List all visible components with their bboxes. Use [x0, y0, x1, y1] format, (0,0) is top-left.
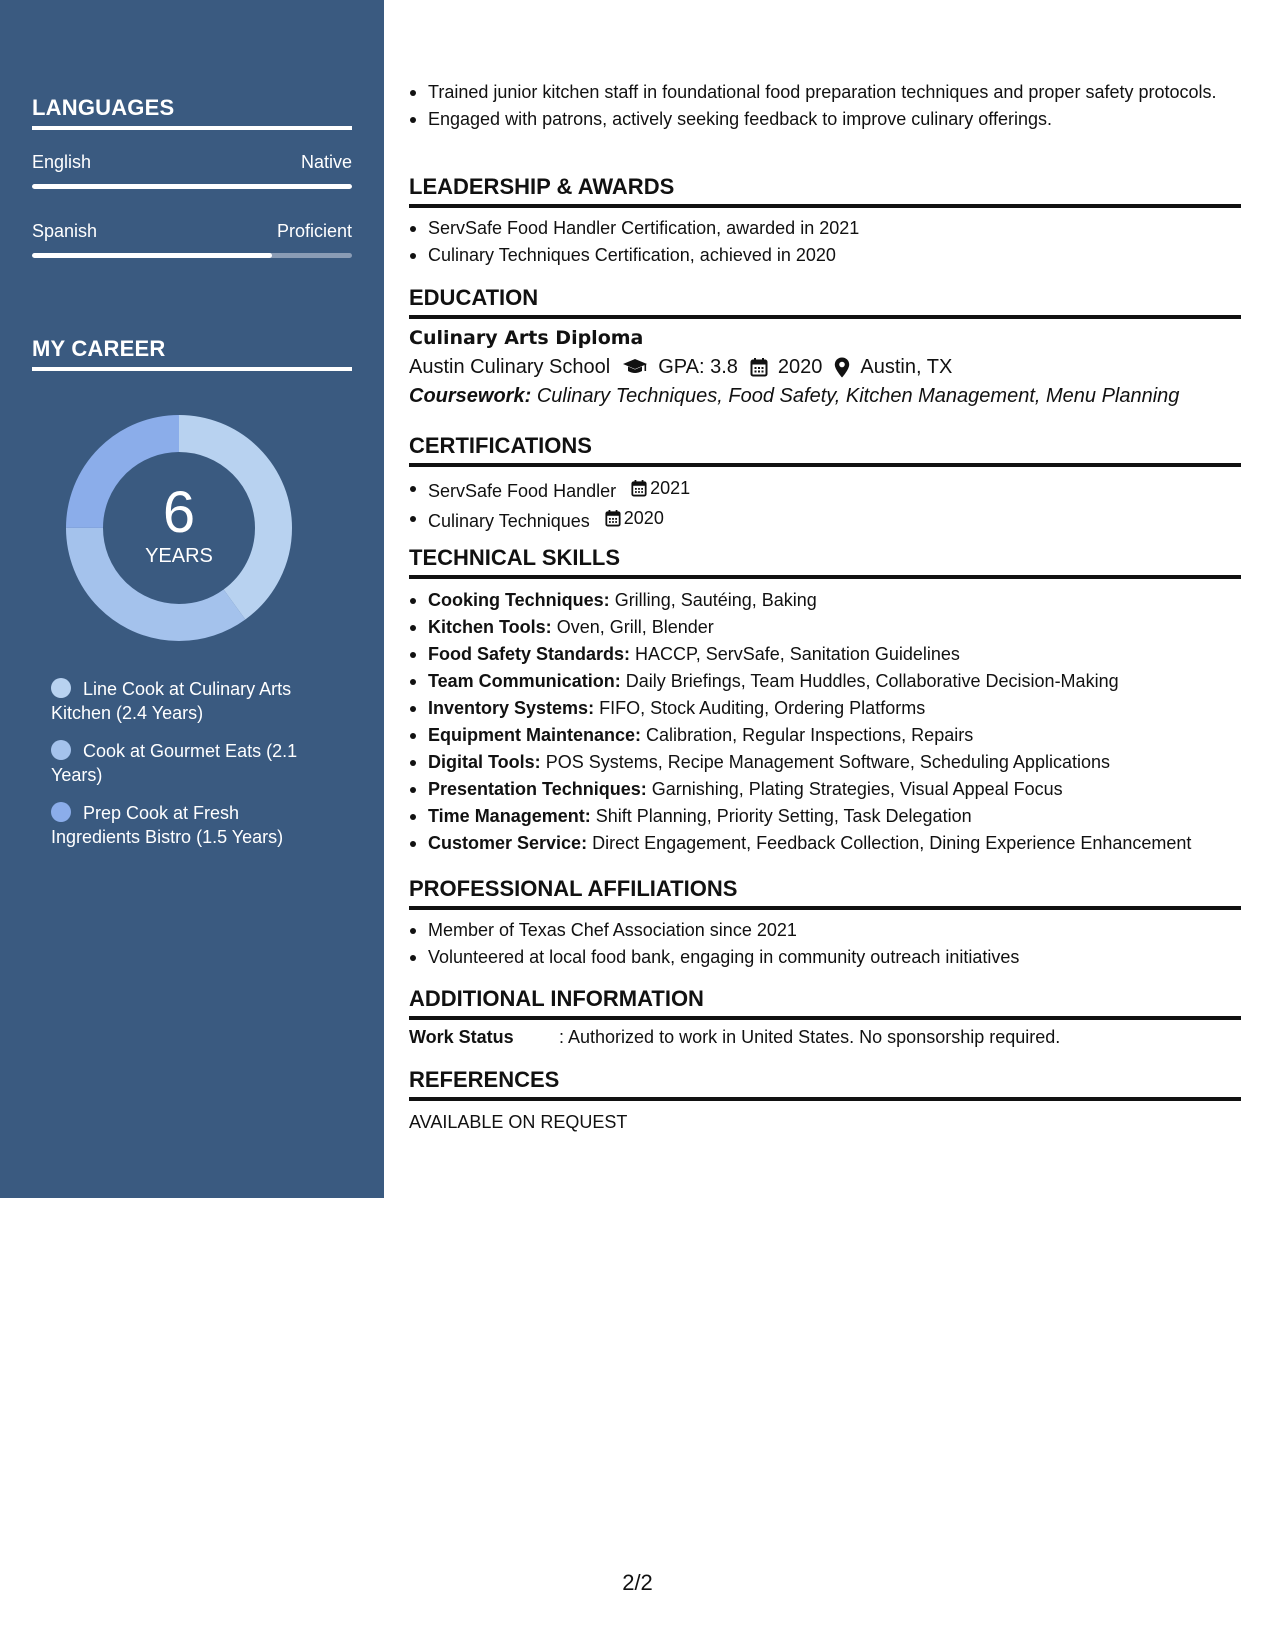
language-spanish-bar [32, 253, 352, 258]
career-legend-text: Cook at Gourmet Eats (2.1 Years) [51, 741, 298, 785]
graduation-year: 2020 [777, 356, 823, 378]
skill-label: Kitchen Tools: [428, 617, 552, 637]
work-status-label: Work Status [409, 1027, 514, 1047]
cert-year: 2020 [623, 508, 664, 528]
language-english-fill [32, 184, 352, 189]
cert-date [605, 506, 664, 530]
additional-info-heading: ADDITIONAL INFORMATION [409, 986, 1241, 1020]
coursework [409, 381, 1241, 411]
career-legend-item [51, 739, 321, 787]
skill-value: Direct Engagement, Feedback Collection, Dining Experience Enhancement [592, 833, 1192, 853]
location-pin-icon [834, 357, 850, 378]
references-text: AVAILABLE ON REQUEST [409, 1112, 628, 1132]
education-heading: EDUCATION [409, 285, 1241, 319]
language-spanish [32, 221, 352, 242]
career-legend-text: Prep Cook at Fresh Ingredients Bistro (1.5 Years) [51, 803, 284, 847]
gpa: GPA: 3.8 [658, 356, 738, 378]
skill-item [409, 642, 1241, 666]
graduation-cap-icon [622, 358, 648, 376]
skill-item [409, 696, 1241, 720]
skills-heading: TECHNICAL SKILLS [409, 545, 1241, 579]
list-item: ServSafe Food Handler Certification, awarded in 2021 [409, 216, 1241, 240]
legend-dot [51, 678, 71, 698]
degree-title: Culinary Arts Diploma [409, 327, 644, 349]
skill-value: Garnishing, Plating Strategies, Visual Appeal Focus [651, 779, 1063, 799]
references-heading: REFERENCES [409, 1067, 1241, 1101]
list-item: Culinary Techniques Certification, achieved in 2020 [409, 243, 1241, 267]
skills-list [409, 588, 1241, 858]
skill-item [409, 831, 1241, 855]
career-heading: MY CAREER [32, 336, 352, 371]
skill-label: Customer Service: [428, 833, 588, 853]
education-details [409, 353, 1241, 381]
certifications-list [409, 476, 1241, 536]
experience-bullets [409, 80, 1241, 134]
language-name: Spanish [32, 221, 98, 241]
calendar-icon [631, 479, 647, 497]
list-item: Member of Texas Chef Association since 2021 [409, 918, 1241, 942]
skill-value: Shift Planning, Priority Setting, Task Delegation [595, 806, 972, 826]
skill-item [409, 750, 1241, 774]
skill-label: Food Safety Standards: [428, 644, 631, 664]
school-location: Austin, TX [860, 356, 953, 378]
language-level: Native [300, 152, 352, 172]
career-legend-text: Line Cook at Culinary Arts Kitchen (2.4 Years) [51, 679, 292, 723]
legend-dot [51, 802, 71, 822]
list-item: Trained junior kitchen staff in foundational food preparation techniques and proper safety protocols. [409, 80, 1241, 104]
donut-center [66, 415, 292, 641]
coursework-label: Coursework: [409, 385, 532, 407]
career-years-label: YEARS [145, 544, 213, 567]
career-donut-chart [66, 415, 292, 641]
cert-year: 2021 [650, 478, 691, 498]
skill-item [409, 615, 1241, 639]
cert-name: ServSafe Food Handler [428, 481, 617, 501]
skill-label: Equipment Maintenance: [428, 725, 642, 745]
skill-value: Daily Briefings, Team Huddles, Collaborative Decision-Making [625, 671, 1119, 691]
skill-value: Calibration, Regular Inspections, Repairs [646, 725, 974, 745]
certifications-heading: CERTIFICATIONS [409, 433, 1241, 467]
skill-value: POS Systems, Recipe Management Software, Scheduling Applications [545, 752, 1110, 772]
career-legend-item [51, 801, 321, 849]
education-entry [409, 327, 1241, 411]
skill-item [409, 804, 1241, 828]
language-spanish-fill [32, 253, 272, 258]
list-item: Volunteered at local food bank, engaging in community outreach initiatives [409, 945, 1241, 969]
career-total-years: 6 [162, 479, 196, 545]
skill-value: Grilling, Sautéing, Baking [614, 590, 817, 610]
skill-label: Cooking Techniques: [428, 590, 610, 610]
language-level: Proficient [276, 221, 352, 241]
affiliations-list [409, 918, 1241, 972]
work-status-value: : Authorized to work in United States. No sponsorship required. [559, 1027, 1061, 1047]
calendar-icon [750, 357, 768, 377]
skill-value: HACCP, ServSafe, Sanitation Guidelines [635, 644, 960, 664]
leadership-list [409, 216, 1241, 270]
language-english [32, 152, 352, 173]
page-number: 2/2 [622, 1570, 653, 1595]
skill-label: Time Management: [428, 806, 591, 826]
legend-dot [51, 740, 71, 760]
skill-item [409, 669, 1241, 693]
language-english-bar [32, 184, 352, 189]
skill-label: Digital Tools: [428, 752, 541, 772]
skill-label: Inventory Systems: [428, 698, 595, 718]
skill-label: Presentation Techniques: [428, 779, 647, 799]
list-item [409, 506, 1241, 533]
cert-date [631, 476, 690, 500]
languages-heading: LANGUAGES [32, 95, 352, 130]
list-item [409, 476, 1241, 503]
affiliations-heading: PROFESSIONAL AFFILIATIONS [409, 876, 1241, 910]
list-item: Engaged with patrons, actively seeking feedback to improve culinary offerings. [409, 107, 1241, 131]
skill-value: FIFO, Stock Auditing, Ordering Platforms [599, 698, 926, 718]
skill-item [409, 723, 1241, 747]
skill-item [409, 588, 1241, 612]
language-name: English [32, 152, 92, 172]
cert-name: Culinary Techniques [428, 511, 590, 531]
coursework-list: Culinary Techniques, Food Safety, Kitchen Management, Menu Planning [536, 385, 1180, 407]
sidebar [0, 0, 384, 1198]
skill-item [409, 777, 1241, 801]
school-name: Austin Culinary School [409, 356, 611, 378]
work-status-row [409, 1027, 1241, 1048]
skill-value: Oven, Grill, Blender [556, 617, 714, 637]
skill-label: Team Communication: [428, 671, 621, 691]
calendar-icon [605, 509, 621, 527]
career-legend-item [51, 677, 321, 725]
leadership-heading: LEADERSHIP & AWARDS [409, 174, 1241, 208]
